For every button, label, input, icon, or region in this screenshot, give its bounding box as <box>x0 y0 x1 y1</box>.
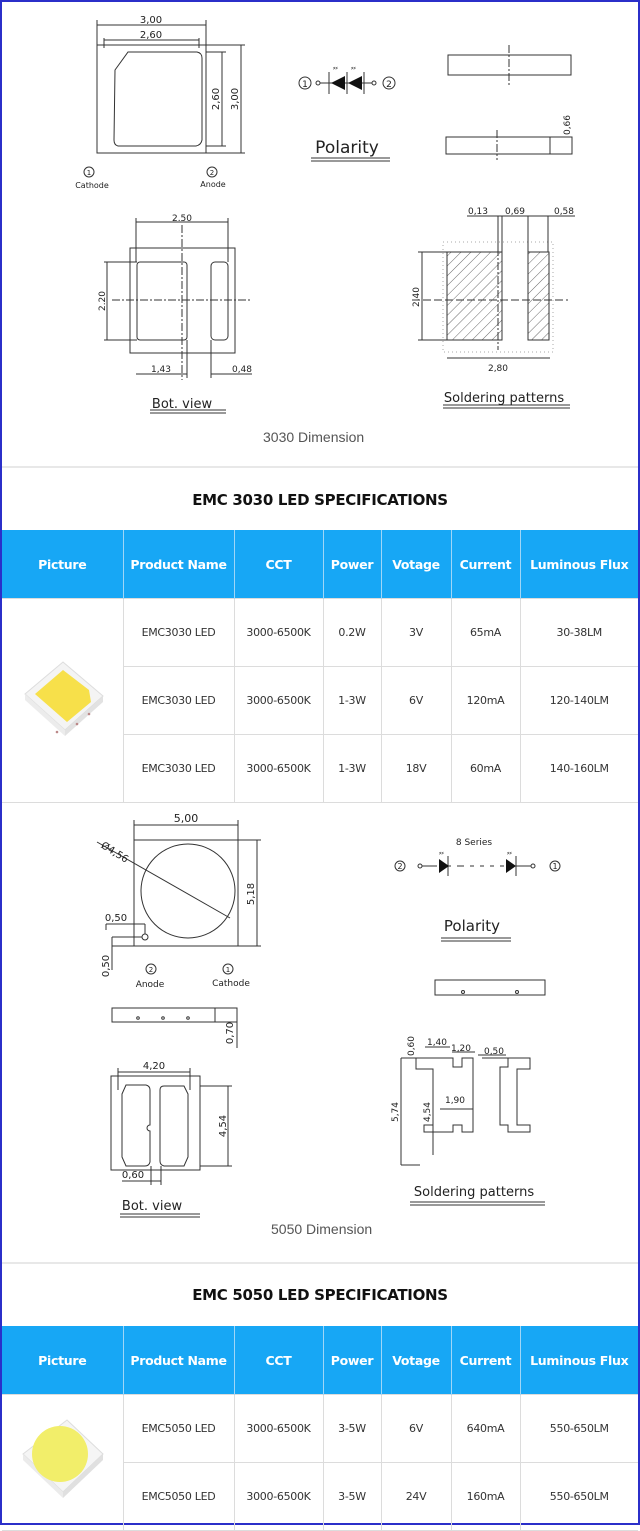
section-divider <box>2 1262 638 1264</box>
led-3030-picture <box>2 599 123 803</box>
svg-text:0,60: 0,60 <box>121 1170 145 1181</box>
col-header-power: Power <box>323 1326 381 1395</box>
svg-text:Anode: Anode <box>200 180 226 189</box>
cell-power: 1-3W <box>323 735 381 803</box>
cell-product-name: EMC5050 LED <box>123 1463 234 1531</box>
col-header-product-name: Product Name <box>123 1326 234 1395</box>
table-header-row <box>2 530 638 599</box>
svg-text:0,58: 0,58 <box>553 207 575 217</box>
cell-cct: 3000-6500K <box>234 735 323 803</box>
svg-text:1,43: 1,43 <box>150 365 172 375</box>
svg-text:8 Series: 8 Series <box>455 838 493 848</box>
svg-text:5,18: 5,18 <box>246 882 257 906</box>
svg-text:Bot. view: Bot. view <box>121 1199 183 1214</box>
svg-text:2: 2 <box>209 169 215 177</box>
cell-cct: 3000-6500K <box>234 667 323 735</box>
svg-text:1,40: 1,40 <box>426 1038 448 1048</box>
svg-text:0,70: 0,70 <box>225 1021 236 1045</box>
cell-current: 60mA <box>451 735 520 803</box>
svg-text:2,60: 2,60 <box>139 30 163 41</box>
svg-text:Bot. view: Bot. view <box>151 397 213 412</box>
svg-text:Cathode: Cathode <box>212 979 250 989</box>
col-header-picture: Picture <box>2 1326 123 1395</box>
cell-luminous-flux: 550-650LM <box>520 1395 638 1463</box>
table-header-row <box>2 1326 638 1395</box>
led-5050-image <box>17 1416 107 1506</box>
col-header-current: Current <box>451 530 520 599</box>
svg-text:0,50: 0,50 <box>101 954 112 978</box>
spec-table-5050 <box>2 1326 638 1531</box>
dimension-caption-3030: 3030 Dimension <box>263 429 365 445</box>
col-header-power: Power <box>323 530 381 599</box>
col-header-luminous-flux: Luminous Flux <box>520 530 638 599</box>
col-header-cct: CCT <box>234 1326 323 1395</box>
svg-text:5,00: 5,00 <box>173 812 199 825</box>
svg-text:Polarity: Polarity <box>443 917 501 935</box>
cell-product-name: EMC3030 LED <box>123 599 234 667</box>
svg-text:⸗⸗: ⸗⸗ <box>507 849 512 857</box>
table-row <box>2 1395 638 1463</box>
svg-text:4,54: 4,54 <box>423 1101 433 1123</box>
col-header-cct: CCT <box>234 530 323 599</box>
cell-voltage: 24V <box>381 1463 451 1531</box>
svg-text:0,69: 0,69 <box>504 207 526 217</box>
cell-cct: 3000-6500K <box>234 1395 323 1463</box>
cell-product-name: EMC3030 LED <box>123 735 234 803</box>
svg-text:1: 1 <box>86 169 92 177</box>
section-divider <box>2 466 638 468</box>
col-header-voltage: Votage <box>381 530 451 599</box>
svg-text:1,20: 1,20 <box>450 1044 472 1054</box>
col-header-current: Current <box>451 1326 520 1395</box>
svg-text:⸗⸗: ⸗⸗ <box>351 64 356 72</box>
svg-text:4,54: 4,54 <box>218 1114 229 1138</box>
cell-luminous-flux: 140-160LM <box>520 735 638 803</box>
svg-text:2.20: 2.20 <box>98 290 108 312</box>
svg-text:0,50: 0,50 <box>483 1047 505 1057</box>
col-header-luminous-flux: Luminous Flux <box>520 1326 638 1395</box>
svg-text:Ø4,56: Ø4,56 <box>98 840 131 866</box>
svg-text:5,74: 5,74 <box>391 1101 401 1123</box>
svg-text:⸗⸗: ⸗⸗ <box>439 849 444 857</box>
svg-text:2,40: 2,40 <box>412 286 422 308</box>
svg-text:0,48: 0,48 <box>231 365 253 375</box>
svg-text:2: 2 <box>386 80 392 90</box>
cell-cct: 3000-6500K <box>234 599 323 667</box>
svg-text:0,60: 0,60 <box>407 1035 417 1057</box>
col-header-product-name: Product Name <box>123 530 234 599</box>
svg-text:1: 1 <box>225 966 231 974</box>
svg-text:0,66: 0,66 <box>563 114 573 136</box>
cell-product-name: EMC5050 LED <box>123 1395 234 1463</box>
svg-text:0,50: 0,50 <box>104 913 128 924</box>
cell-power: 1-3W <box>323 667 381 735</box>
svg-text:⸗⸗: ⸗⸗ <box>333 64 338 72</box>
cell-luminous-flux: 550-650LM <box>520 1463 638 1531</box>
cell-voltage: 3V <box>381 599 451 667</box>
svg-text:4,20: 4,20 <box>142 1061 166 1072</box>
dimension-caption-5050: 5050 Dimension <box>271 1221 373 1237</box>
svg-text:1: 1 <box>302 80 308 90</box>
spec-table-3030 <box>2 530 638 803</box>
svg-text:Polarity: Polarity <box>315 138 379 158</box>
svg-text:2: 2 <box>148 966 154 974</box>
cell-current: 160mA <box>451 1463 520 1531</box>
svg-text:2.50: 2.50 <box>171 214 193 224</box>
led-5050-picture <box>2 1395 123 1531</box>
svg-text:1,90: 1,90 <box>444 1096 466 1106</box>
spec-title-3030: EMC 3030 LED SPECIFICATIONS <box>192 491 448 509</box>
svg-text:2: 2 <box>397 862 403 871</box>
svg-text:3,00: 3,00 <box>230 87 241 111</box>
cell-luminous-flux: 30-38LM <box>520 599 638 667</box>
cell-voltage: 18V <box>381 735 451 803</box>
cell-voltage: 6V <box>381 1395 451 1463</box>
svg-text:Soldering patterns: Soldering patterns <box>413 1185 535 1200</box>
svg-text:1: 1 <box>552 862 558 871</box>
cell-current: 640mA <box>451 1395 520 1463</box>
col-header-picture: Picture <box>2 530 123 599</box>
svg-text:Anode: Anode <box>135 980 165 990</box>
cell-current: 120mA <box>451 667 520 735</box>
diagram-5050 <box>0 800 640 1220</box>
cell-voltage: 6V <box>381 667 451 735</box>
table-row <box>2 599 638 667</box>
cell-power: 0.2W <box>323 599 381 667</box>
svg-text:3,00: 3,00 <box>139 15 163 26</box>
svg-text:2,60: 2,60 <box>211 87 222 111</box>
cell-power: 3-5W <box>323 1395 381 1463</box>
svg-text:0,13: 0,13 <box>467 207 489 217</box>
cell-product-name: EMC3030 LED <box>123 667 234 735</box>
diagram-3030 <box>0 0 640 420</box>
svg-text:2,80: 2,80 <box>487 364 509 374</box>
cell-luminous-flux: 120-140LM <box>520 667 638 735</box>
led-3030-image <box>17 654 107 744</box>
cell-power: 3-5W <box>323 1463 381 1531</box>
cell-cct: 3000-6500K <box>234 1463 323 1531</box>
svg-text:Cathode: Cathode <box>75 181 109 190</box>
col-header-voltage: Votage <box>381 1326 451 1395</box>
svg-text:Soldering patterns: Soldering patterns <box>443 391 565 406</box>
spec-title-5050: EMC 5050 LED SPECIFICATIONS <box>192 1286 448 1304</box>
cell-current: 65mA <box>451 599 520 667</box>
